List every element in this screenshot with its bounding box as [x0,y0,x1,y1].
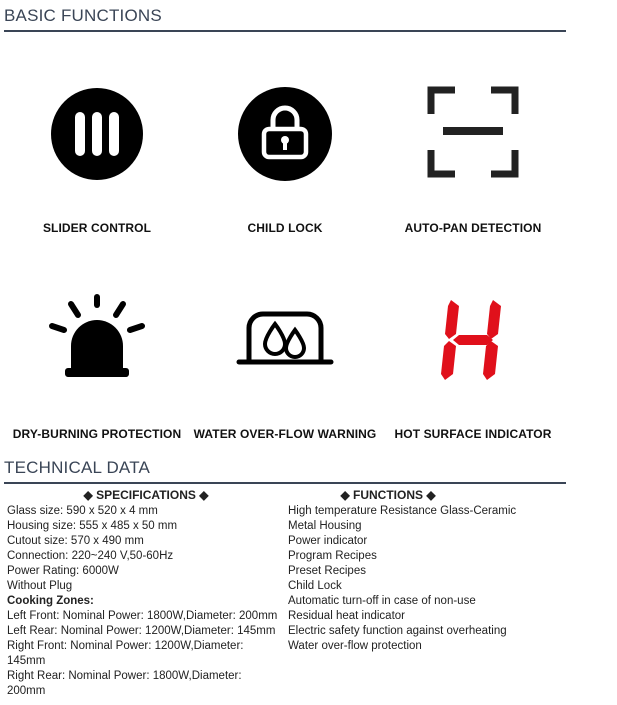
function-line: Water over-flow protection [288,640,422,652]
spec-line: Housing size: 555 x 485 x 50 mm [7,520,178,532]
function-line: High temperature Resistance Glass-Ceramic [288,505,517,517]
feature-slider-control [4,84,190,235]
zone-line: Left Front: Nominal Power: 1800W,Diameter: 200mm [7,610,278,622]
function-line: Metal Housing [288,520,362,532]
padlock-icon [192,84,378,184]
water-drops-pan-icon [192,290,378,390]
function-line: Power indicator [288,535,368,547]
zone-line: Left Rear: Nominal Power: 1200W,Diameter: 145mm [7,625,276,637]
functions-column [288,488,568,654]
feature-water-overflow-warning [192,290,378,441]
function-line: Preset Recipes [288,565,366,577]
function-line: Residual heat indicator [288,610,405,622]
zone-line: Right Front: Nominal Power: 1200W,Diameter: 145mm [7,640,244,667]
feature-label: SLIDER CONTROL [42,221,152,235]
spec-line: Without Plug [7,580,73,592]
feature-hot-surface-indicator [380,290,566,441]
seven-segment-h-icon [380,290,566,390]
function-line: Program Recipes [288,550,377,562]
specifications-column [7,488,285,699]
section-divider [4,30,566,32]
functions-heading: ◆ FUNCTIONS ◆ [340,488,436,502]
zone-line: Right Rear: Nominal Power: 1800W,Diameter: 200mm [7,670,242,697]
section-divider [4,482,566,484]
feature-label: DRY-BURNING PROTECTION [12,427,182,441]
basic-functions-title: BASIC FUNCTIONS [4,6,162,25]
function-line: Electric safety function against overheating [288,625,507,637]
feature-label: HOT SURFACE INDICATOR [394,427,552,441]
specifications-heading: ◆ SPECIFICATIONS ◆ [83,488,209,502]
spec-line: Power Rating: 6000W [7,565,119,577]
technical-data-title: TECHNICAL DATA [4,458,151,477]
pan-detection-frame-icon [380,84,566,184]
feature-label: CHILD LOCK [247,221,323,235]
feature-label: WATER OVER-FLOW WARNING [193,427,377,441]
spec-line: Glass size: 590 x 520 x 4 mm [7,505,158,517]
cooking-zones-heading: Cooking Zones: [7,595,94,607]
alarm-beacon-icon [4,290,190,390]
feature-auto-pan-detection [380,84,566,235]
spec-line: Cutout size: 570 x 490 mm [7,535,144,547]
feature-label: AUTO-PAN DETECTION [404,221,542,235]
function-line: Child Lock [288,580,342,592]
spec-line: Connection: 220~240 V,50-60Hz [7,550,174,562]
feature-child-lock [192,84,378,235]
feature-dry-burning-protection [4,290,190,441]
slider-control-icon [4,84,190,184]
function-line: Automatic turn-off in case of non-use [288,595,476,607]
